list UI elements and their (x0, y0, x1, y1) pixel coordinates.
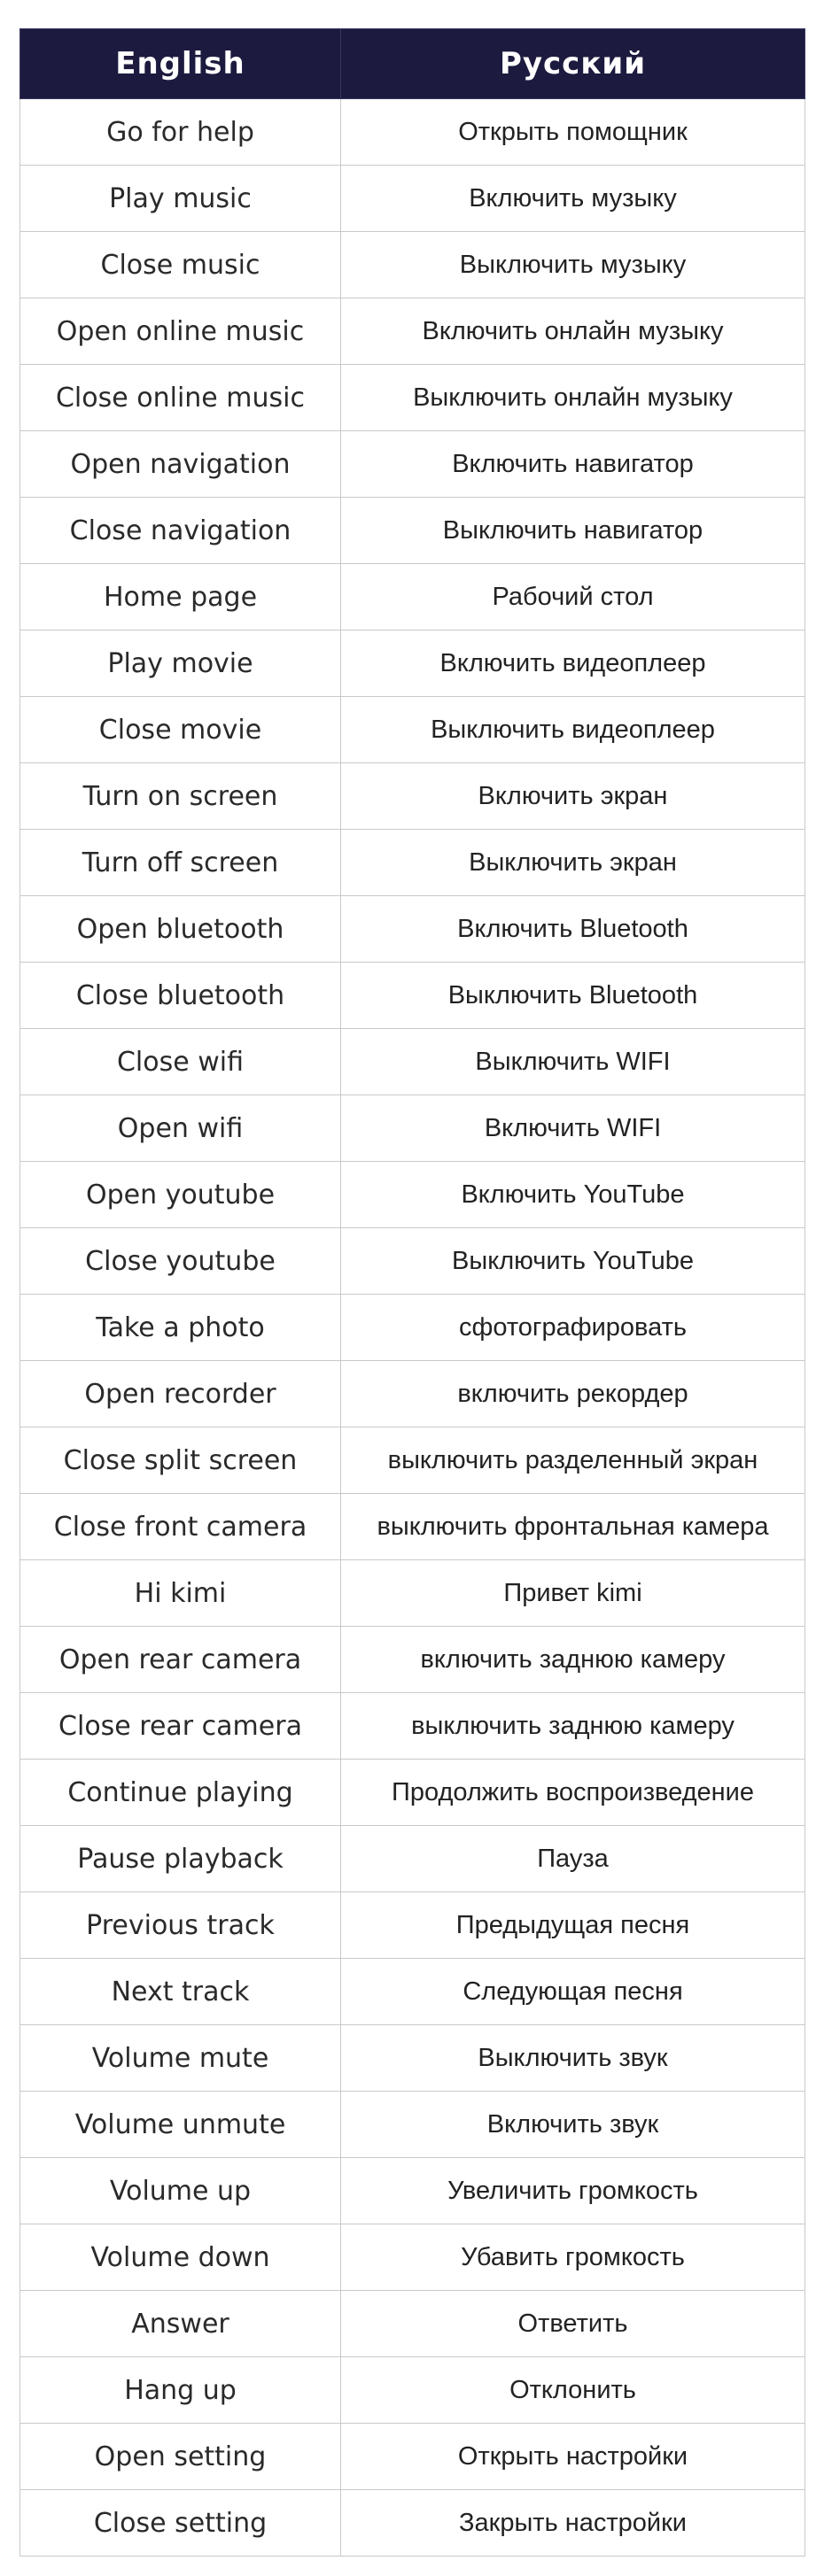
table-row (20, 232, 805, 298)
russian-command-cell: Продолжить воспроизведение (341, 1760, 805, 1826)
english-command-cell: Open online music (20, 298, 341, 365)
english-command-cell: Close wifi (20, 1029, 341, 1095)
table-row (20, 1693, 805, 1760)
table-row (20, 1427, 805, 1494)
english-command-cell: Previous track (20, 1892, 341, 1959)
russian-command-cell: выключить фронтальная камера (341, 1494, 805, 1560)
table-row (20, 99, 805, 166)
table-row (20, 963, 805, 1029)
english-command-cell: Close youtube (20, 1228, 341, 1295)
table-row (20, 564, 805, 630)
table-row (20, 1627, 805, 1693)
table-row (20, 2224, 805, 2291)
english-command-cell: Pause playback (20, 1826, 341, 1892)
russian-command-cell: Выключить Bluetooth (341, 963, 805, 1029)
russian-command-cell: Включить навигатор (341, 431, 805, 498)
russian-command-cell: Включить YouTube (341, 1162, 805, 1228)
table-row (20, 2490, 805, 2557)
table-row (20, 1959, 805, 2025)
english-command-cell: Answer (20, 2291, 341, 2357)
table-row (20, 1162, 805, 1228)
russian-command-cell: Выключить звук (341, 2025, 805, 2092)
english-command-cell: Volume up (20, 2158, 341, 2224)
table-row (20, 1295, 805, 1361)
russian-command-cell: выключить разделенный экран (341, 1427, 805, 1494)
english-command-cell: Home page (20, 564, 341, 630)
russian-command-cell: Увеличить громкость (341, 2158, 805, 2224)
table-row (20, 498, 805, 564)
table-row (20, 697, 805, 763)
russian-command-cell: Включить видеоплеер (341, 630, 805, 697)
russian-command-cell: Выключить навигатор (341, 498, 805, 564)
russian-command-cell: Пауза (341, 1826, 805, 1892)
header-english: English (20, 29, 341, 99)
table-row (20, 431, 805, 498)
table-row (20, 365, 805, 431)
english-command-cell: Close music (20, 232, 341, 298)
russian-command-cell: Открыть помощник (341, 99, 805, 166)
table-row (20, 1029, 805, 1095)
table-row (20, 630, 805, 697)
russian-command-cell: Выключить музыку (341, 232, 805, 298)
russian-command-cell: выключить заднюю камеру (341, 1693, 805, 1760)
english-command-cell: Close rear camera (20, 1693, 341, 1760)
russian-command-cell: Выключить WIFI (341, 1029, 805, 1095)
russian-command-cell: Закрыть настройки (341, 2490, 805, 2557)
russian-command-cell: Включить музыку (341, 166, 805, 232)
english-command-cell: Volume unmute (20, 2092, 341, 2158)
table-row (20, 298, 805, 365)
russian-command-cell: Открыть настройки (341, 2424, 805, 2490)
english-command-cell: Volume mute (20, 2025, 341, 2092)
russian-command-cell: Выключить экран (341, 830, 805, 896)
english-command-cell: Open rear camera (20, 1627, 341, 1693)
header-russian: Русский (341, 29, 805, 99)
russian-command-cell: Выключить видеоплеер (341, 697, 805, 763)
table-row (20, 1494, 805, 1560)
english-command-cell: Open navigation (20, 431, 341, 498)
table-row (20, 2092, 805, 2158)
command-translation-table (19, 28, 805, 2557)
russian-command-cell: Выключить онлайн музыку (341, 365, 805, 431)
table-row (20, 2424, 805, 2490)
english-command-cell: Open setting (20, 2424, 341, 2490)
english-command-cell: Go for help (20, 99, 341, 166)
russian-command-cell: сфотографировать (341, 1295, 805, 1361)
russian-command-cell: Ответить (341, 2291, 805, 2357)
table-row (20, 1760, 805, 1826)
english-command-cell: Open wifi (20, 1095, 341, 1162)
table-row (20, 166, 805, 232)
russian-command-cell: Предыдущая песня (341, 1892, 805, 1959)
english-command-cell: Open youtube (20, 1162, 341, 1228)
english-command-cell: Close bluetooth (20, 963, 341, 1029)
english-command-cell: Hi kimi (20, 1560, 341, 1627)
russian-command-cell: Выключить YouTube (341, 1228, 805, 1295)
english-command-cell: Close split screen (20, 1427, 341, 1494)
table-header (20, 29, 805, 99)
command-table-container (19, 28, 805, 2557)
russian-command-cell: Рабочий стол (341, 564, 805, 630)
table-row (20, 763, 805, 830)
table-row (20, 1095, 805, 1162)
russian-command-cell: Привет kimi (341, 1560, 805, 1627)
table-row (20, 830, 805, 896)
russian-command-cell: Включить экран (341, 763, 805, 830)
english-command-cell: Hang up (20, 2357, 341, 2424)
russian-command-cell: Включить WIFI (341, 1095, 805, 1162)
english-command-cell: Continue playing (20, 1760, 341, 1826)
english-command-cell: Turn off screen (20, 830, 341, 896)
russian-command-cell: Отклонить (341, 2357, 805, 2424)
table-row (20, 1228, 805, 1295)
table-row (20, 1826, 805, 1892)
english-command-cell: Open bluetooth (20, 896, 341, 963)
russian-command-cell: Включить звук (341, 2092, 805, 2158)
english-command-cell: Play movie (20, 630, 341, 697)
table-row (20, 2357, 805, 2424)
english-command-cell: Turn on screen (20, 763, 341, 830)
russian-command-cell: включить заднюю камеру (341, 1627, 805, 1693)
russian-command-cell: Следующая песня (341, 1959, 805, 2025)
english-command-cell: Open recorder (20, 1361, 341, 1427)
english-command-cell: Next track (20, 1959, 341, 2025)
table-row (20, 1892, 805, 1959)
russian-command-cell: включить рекордер (341, 1361, 805, 1427)
english-command-cell: Play music (20, 166, 341, 232)
english-command-cell: Volume down (20, 2224, 341, 2291)
english-command-cell: Close online music (20, 365, 341, 431)
table-row (20, 2291, 805, 2357)
russian-command-cell: Включить Bluetooth (341, 896, 805, 963)
table-body (20, 99, 805, 2557)
english-command-cell: Close navigation (20, 498, 341, 564)
english-command-cell: Close front camera (20, 1494, 341, 1560)
english-command-cell: Close movie (20, 697, 341, 763)
english-command-cell: Close setting (20, 2490, 341, 2557)
header-row (20, 29, 805, 99)
table-row (20, 2025, 805, 2092)
table-row (20, 1361, 805, 1427)
table-row (20, 1560, 805, 1627)
russian-command-cell: Включить онлайн музыку (341, 298, 805, 365)
table-row (20, 2158, 805, 2224)
english-command-cell: Take a photo (20, 1295, 341, 1361)
russian-command-cell: Убавить громкость (341, 2224, 805, 2291)
table-row (20, 896, 805, 963)
